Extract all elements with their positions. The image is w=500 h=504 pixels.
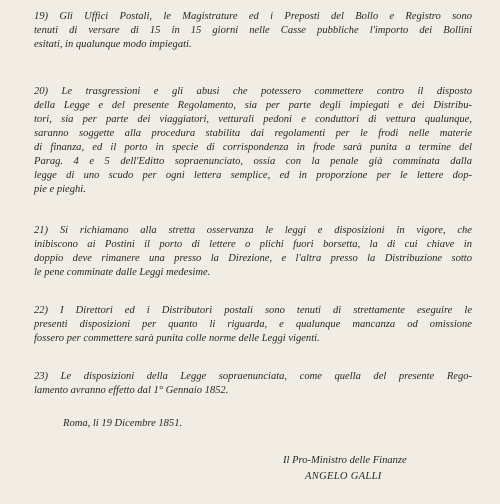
paragraph-line: tenuti di versare di 15 in 15 giorni nelle Casse pubbliche l'importo dei Bollini	[34, 25, 472, 36]
paragraph-23	[34, 370, 472, 398]
paragraph-20	[34, 85, 472, 197]
paragraph-line: 22) I Direttori ed i Distributori postali sono tenuti di strettamente eseguire le	[34, 305, 472, 316]
dateline: Roma, li 19 Dicembre 1851.	[63, 418, 183, 429]
paragraph-line: inibiscono ai Postini il porto di lettere o plichi fuori borsetta, la di cui chiave in	[34, 239, 472, 250]
paragraph-line: della Legge e del presente Regolamento, sia per parte degli impiegati e dei Distribu-	[34, 100, 472, 111]
paragraph-line: le pene comminate dalle Leggi medesime.	[34, 267, 211, 278]
paragraph-line: 20) Le trasgressioni e gli abusi che potessero commettere contro il disposto	[34, 86, 472, 97]
paragraph-line: lamento avranno effetto dal 1° Gennaio 1852.	[34, 385, 229, 396]
paragraph-21	[34, 224, 472, 280]
paragraph-line: legge di uno scudo per ogni lettera semplice, ed in proporzione per le lettere dop-	[34, 170, 472, 181]
paragraph-line: 21) Si richiamano alla stretta osservanza le leggi e disposizioni in vigore, che	[34, 225, 472, 236]
paragraph-line: saranno soggette alla procedura stabilita dai regolamenti per le frodi nelle materie	[34, 128, 472, 139]
signature-name: ANGELO GALLI	[305, 471, 382, 482]
paragraph-line: tori, sia per parte dei viaggiatori, vetturali pedoni e conduttori di vettura qualunque,	[34, 114, 472, 125]
paragraph-line: 23) Le disposizioni della Legge sopraenunciata, come quella del presente Rego-	[34, 371, 472, 382]
paragraph-line: Parag. 4 e 5 dell'Editto sopraenunciato, ossia con la penale già comminata dalla	[34, 156, 472, 167]
signature-title: Il Pro-Ministro delle Finanze	[283, 455, 407, 466]
paragraph-line: fossero per commettere sarà punita colle norme delle Leggi vigenti.	[34, 333, 320, 344]
paragraph-line: esitati, in qualunque modo impiegati.	[34, 39, 192, 50]
paragraph-line: pie e pieghi.	[34, 184, 86, 195]
paragraph-line: 19) Gli Uffici Postali, le Magistrature ed i Preposti del Bollo e Registro sono	[34, 11, 472, 22]
paragraph-19	[34, 10, 472, 52]
paragraph-line: presenti disposizioni per quanto li riguarda, e qualunque mancanza od omissione	[34, 319, 472, 330]
paragraph-line: di finanza, ed il porto in specie di corrispondenza in frode sarà punita a termine del	[34, 142, 472, 153]
paragraph-22	[34, 304, 472, 346]
paragraph-line: doppio deve rimanere una presso la Direzione, e l'altra presso la Distribuzione sotto	[34, 253, 472, 264]
